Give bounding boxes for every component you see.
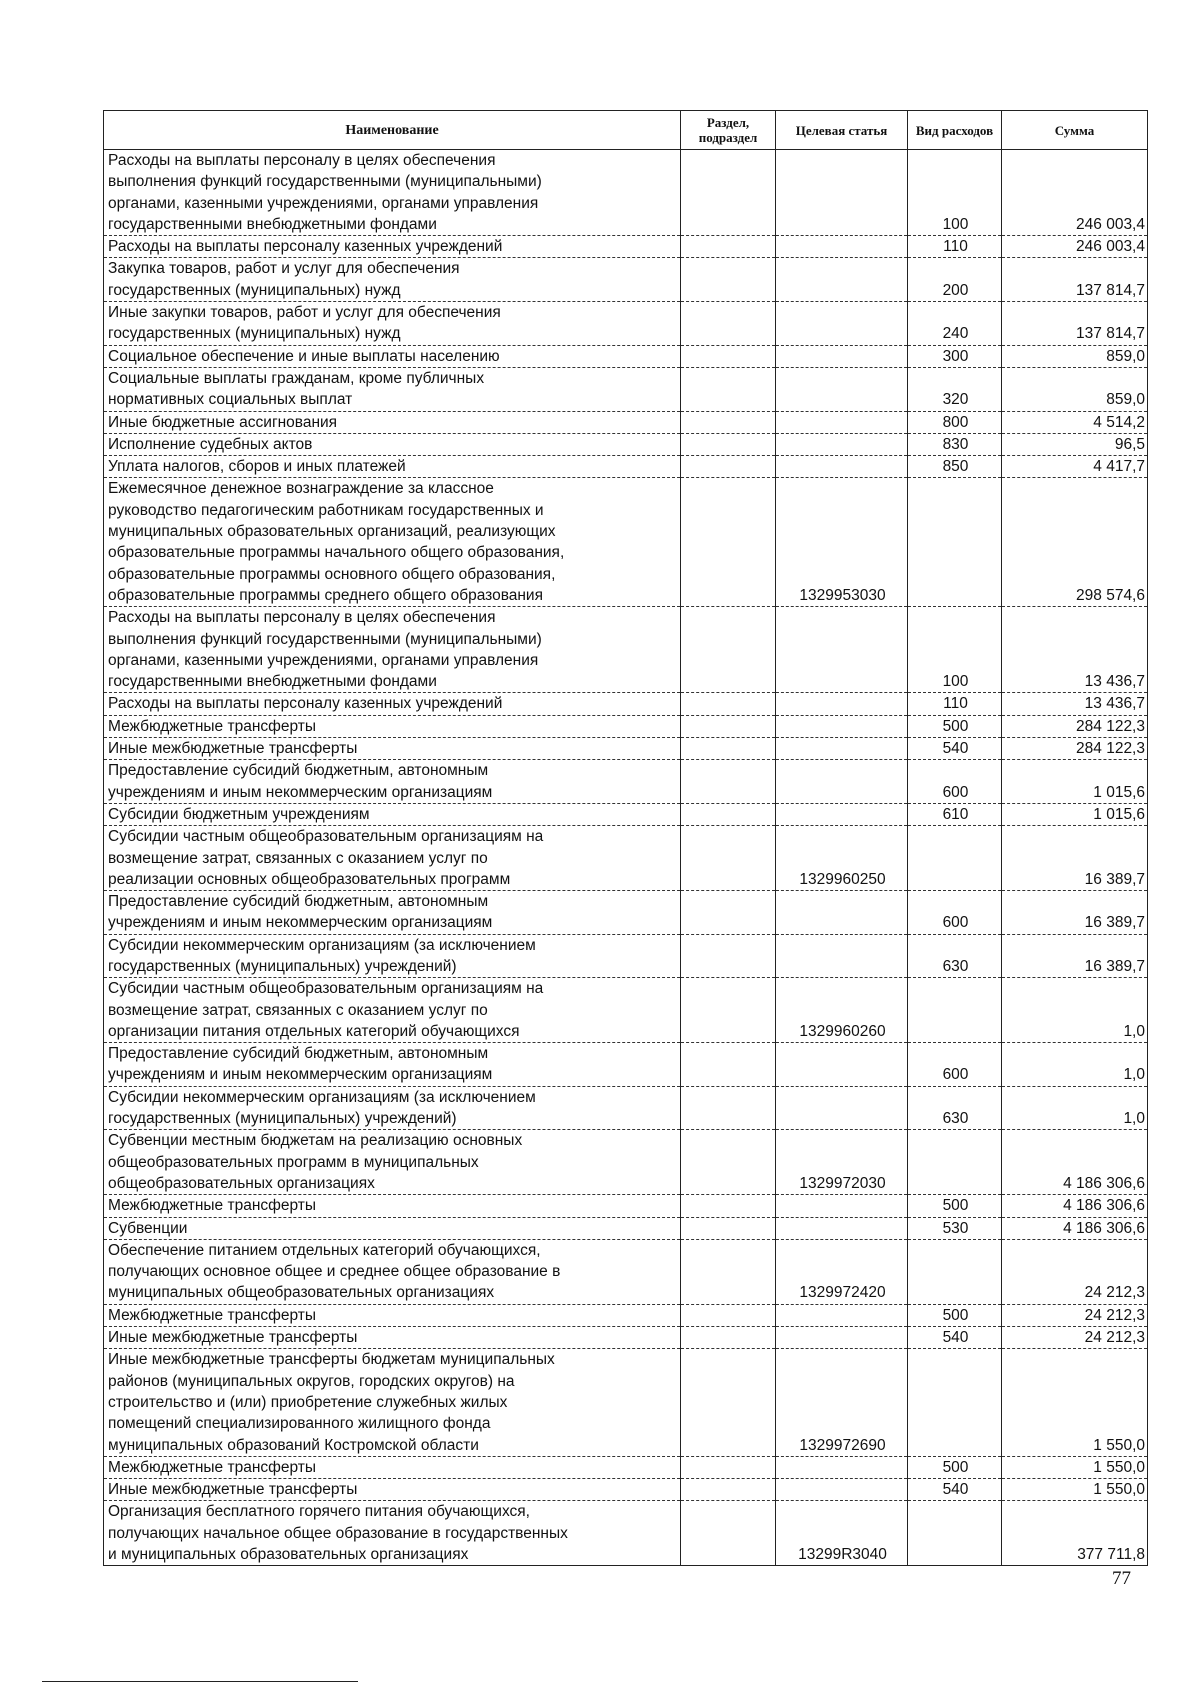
row-kind	[908, 978, 1002, 1043]
row-sum: 1,0	[1002, 1043, 1148, 1087]
table-row	[104, 1501, 1148, 1566]
row-section	[681, 150, 776, 236]
table-row	[104, 236, 1148, 258]
row-sum: 137 814,7	[1002, 258, 1148, 302]
row-name-line: муниципальных образовательных организаций, реализующих	[108, 523, 556, 541]
row-sum: 1 550,0	[1002, 1456, 1148, 1478]
header-kind: Вид расходов	[908, 111, 1002, 150]
row-name-line: получающих начальное общее образование в государственных	[108, 1524, 568, 1542]
footer-rule	[42, 1681, 358, 1682]
row-name	[104, 1239, 681, 1304]
row-name	[104, 1349, 681, 1456]
table-row	[104, 1327, 1148, 1349]
row-name-line: Субсидии некоммерческим организациям (за исключением	[108, 1088, 536, 1106]
row-name-line: Межбюджетные трансферты	[108, 1458, 317, 1476]
row-name-line: муниципальных образований Костромской области	[108, 1436, 479, 1454]
row-target	[776, 934, 908, 978]
row-section	[681, 715, 776, 737]
row-section	[681, 934, 776, 978]
row-section	[681, 978, 776, 1043]
row-target	[776, 1195, 908, 1217]
row-sum: 377 711,8	[1002, 1501, 1148, 1566]
row-name-line: Межбюджетные трансферты	[108, 717, 317, 735]
row-sum: 1 550,0	[1002, 1479, 1148, 1501]
row-kind: 100	[908, 607, 1002, 693]
row-target	[776, 803, 908, 825]
row-name	[104, 1479, 681, 1501]
row-name	[104, 236, 681, 258]
row-name-line: возмещение затрат, связанных с оказанием услуг по	[108, 849, 488, 867]
row-kind: 830	[908, 433, 1002, 455]
row-section	[681, 1304, 776, 1326]
row-name-line: организации питания отдельных категорий обучающихся	[108, 1022, 520, 1040]
row-name-line: Расходы на выплаты персоналу казенных учреждений	[108, 238, 503, 256]
row-section	[681, 1456, 776, 1478]
table-row	[104, 1130, 1148, 1195]
row-sum: 4 417,7	[1002, 456, 1148, 478]
row-name	[104, 891, 681, 935]
row-kind: 540	[908, 1327, 1002, 1349]
row-section	[681, 433, 776, 455]
row-sum: 16 389,7	[1002, 826, 1148, 891]
row-target: 1329972690	[776, 1349, 908, 1456]
row-name-line: Уплата налогов, сборов и иных платежей	[108, 458, 406, 476]
row-kind: 610	[908, 803, 1002, 825]
row-name	[104, 345, 681, 367]
row-name-line: Межбюджетные трансферты	[108, 1306, 317, 1324]
row-name-line: Исполнение судебных актов	[108, 435, 313, 453]
row-name-line: Обеспечение питанием отдельных категорий обучающихся,	[108, 1241, 541, 1259]
table-row	[104, 738, 1148, 760]
row-section	[681, 1327, 776, 1349]
table-row	[104, 1195, 1148, 1217]
table-row	[104, 433, 1148, 455]
row-name	[104, 478, 681, 607]
row-target	[776, 1217, 908, 1239]
header-name: Наименование	[104, 111, 681, 150]
row-name-line: Иные межбюджетные трансферты	[108, 1481, 358, 1499]
table-row	[104, 715, 1148, 737]
row-kind: 600	[908, 760, 1002, 804]
row-name-line: государственных (муниципальных) учреждений)	[108, 1110, 457, 1128]
row-kind: 500	[908, 1304, 1002, 1326]
row-name-line: Предоставление субсидий бюджетным, автономным	[108, 762, 489, 780]
header-target: Целевая статья	[776, 111, 908, 150]
row-name-line: Закупка товаров, работ и услуг для обеспечения	[108, 260, 460, 278]
row-name	[104, 826, 681, 891]
row-name-line: Предоставление субсидий бюджетным, автономным	[108, 893, 489, 911]
row-name	[104, 978, 681, 1043]
row-section	[681, 302, 776, 346]
row-kind	[908, 1239, 1002, 1304]
row-target: 13299R3040	[776, 1501, 908, 1566]
row-kind: 540	[908, 738, 1002, 760]
row-sum: 4 186 306,6	[1002, 1130, 1148, 1195]
row-sum: 4 514,2	[1002, 411, 1148, 433]
row-section	[681, 1195, 776, 1217]
row-section	[681, 1043, 776, 1087]
row-name-line: районов (муниципальных округов, городских округов) на	[108, 1372, 515, 1390]
row-name-line: Расходы на выплаты персоналу в целях обеспечения	[108, 609, 496, 627]
row-sum: 246 003,4	[1002, 150, 1148, 236]
row-sum: 24 212,3	[1002, 1239, 1148, 1304]
row-target	[776, 1304, 908, 1326]
row-kind	[908, 478, 1002, 607]
row-name-line: руководство педагогическим работникам государственных и	[108, 501, 544, 519]
table-body	[104, 150, 1148, 1566]
row-kind	[908, 1130, 1002, 1195]
row-name-line: органами, казенными учреждениями, органами управления	[108, 194, 539, 212]
row-kind: 530	[908, 1217, 1002, 1239]
row-target	[776, 236, 908, 258]
row-name-line: государственных (муниципальных) нужд	[108, 325, 401, 343]
row-section	[681, 738, 776, 760]
row-kind: 600	[908, 891, 1002, 935]
row-sum: 1,0	[1002, 1086, 1148, 1130]
row-name-line: выполнения функций государственными (муниципальными)	[108, 173, 542, 191]
row-name-line: Субсидии некоммерческим организациям (за исключением	[108, 936, 536, 954]
table-row	[104, 1304, 1148, 1326]
table-row	[104, 150, 1148, 236]
row-name-line: органами, казенными учреждениями, органами управления	[108, 651, 539, 669]
row-name-line: государственными внебюджетными фондами	[108, 673, 437, 691]
row-kind: 800	[908, 411, 1002, 433]
row-target	[776, 367, 908, 411]
row-kind	[908, 826, 1002, 891]
table-row	[104, 1349, 1148, 1456]
row-target	[776, 693, 908, 715]
row-name-line: Субвенции	[108, 1219, 188, 1237]
row-name-line: Иные межбюджетные трансферты	[108, 1329, 358, 1347]
row-name	[104, 607, 681, 693]
row-name	[104, 738, 681, 760]
row-name-line: возмещение затрат, связанных с оказанием услуг по	[108, 1001, 488, 1019]
row-sum: 859,0	[1002, 367, 1148, 411]
header-sum: Сумма	[1002, 111, 1148, 150]
row-name-line: выполнения функций государственными (муниципальными)	[108, 630, 542, 648]
row-sum: 13 436,7	[1002, 693, 1148, 715]
row-sum: 13 436,7	[1002, 607, 1148, 693]
table-row	[104, 1217, 1148, 1239]
row-sum: 859,0	[1002, 345, 1148, 367]
row-target	[776, 760, 908, 804]
row-target: 1329972030	[776, 1130, 908, 1195]
table-row	[104, 978, 1148, 1043]
row-section	[681, 345, 776, 367]
row-target: 1329972420	[776, 1239, 908, 1304]
row-target	[776, 1043, 908, 1087]
row-section	[681, 803, 776, 825]
row-name	[104, 1130, 681, 1195]
row-kind	[908, 1349, 1002, 1456]
row-name-line: общеобразовательных организациях	[108, 1174, 375, 1192]
row-target: 1329960250	[776, 826, 908, 891]
row-target	[776, 150, 908, 236]
row-name-line: Субсидии частным общеобразовательным организациям на	[108, 828, 544, 846]
row-target	[776, 411, 908, 433]
table-row	[104, 411, 1148, 433]
row-name	[104, 693, 681, 715]
row-kind: 540	[908, 1479, 1002, 1501]
row-target	[776, 1456, 908, 1478]
row-name-line: государственными внебюджетными фондами	[108, 215, 437, 233]
row-section	[681, 456, 776, 478]
row-name-line: Иные межбюджетные трансферты	[108, 740, 358, 758]
table-row	[104, 367, 1148, 411]
row-name	[104, 1217, 681, 1239]
row-name	[104, 367, 681, 411]
row-name-line: Иные закупки товаров, работ и услуг для обеспечения	[108, 304, 501, 322]
row-sum: 16 389,7	[1002, 891, 1148, 935]
table-row	[104, 1086, 1148, 1130]
row-name	[104, 150, 681, 236]
row-sum: 96,5	[1002, 433, 1148, 455]
row-name	[104, 760, 681, 804]
table-row	[104, 456, 1148, 478]
row-name-line: государственных (муниципальных) учреждений)	[108, 957, 457, 975]
row-section	[681, 1501, 776, 1566]
row-section	[681, 891, 776, 935]
row-name-line: общеобразовательных программ в муниципальных	[108, 1153, 479, 1171]
budget-table	[103, 110, 1148, 1566]
table-row	[104, 826, 1148, 891]
table-row	[104, 345, 1148, 367]
page-number: 77	[1112, 1568, 1131, 1589]
row-kind: 500	[908, 715, 1002, 737]
row-name	[104, 456, 681, 478]
row-name	[104, 302, 681, 346]
table-row	[104, 934, 1148, 978]
row-sum: 1 015,6	[1002, 760, 1148, 804]
row-sum: 4 186 306,6	[1002, 1217, 1148, 1239]
row-name-line: Социальное обеспечение и иные выплаты населению	[108, 347, 500, 365]
row-sum: 1 015,6	[1002, 803, 1148, 825]
table-row	[104, 803, 1148, 825]
row-name	[104, 411, 681, 433]
row-sum: 24 212,3	[1002, 1327, 1148, 1349]
row-name	[104, 1327, 681, 1349]
row-target	[776, 1479, 908, 1501]
row-name-line: учреждениям и иным некоммерческим организациям	[108, 914, 493, 932]
row-kind: 630	[908, 934, 1002, 978]
table-row	[104, 693, 1148, 715]
row-name-line: Социальные выплаты гражданам, кроме публичных	[108, 369, 485, 387]
row-section	[681, 1239, 776, 1304]
row-sum: 1,0	[1002, 978, 1148, 1043]
row-name-line: помещений специализированного жилищного фонда	[108, 1415, 491, 1433]
table-row	[104, 258, 1148, 302]
row-kind: 110	[908, 693, 1002, 715]
table-row	[104, 1456, 1148, 1478]
row-kind: 500	[908, 1195, 1002, 1217]
row-target	[776, 1327, 908, 1349]
table-row	[104, 891, 1148, 935]
row-name-line: учреждениям и иным некоммерческим организациям	[108, 783, 493, 801]
table-row	[104, 760, 1148, 804]
row-target: 1329953030	[776, 478, 908, 607]
row-target	[776, 258, 908, 302]
row-section	[681, 258, 776, 302]
row-target	[776, 738, 908, 760]
row-kind: 500	[908, 1456, 1002, 1478]
row-kind: 240	[908, 302, 1002, 346]
row-sum: 1 550,0	[1002, 1349, 1148, 1456]
row-sum: 24 212,3	[1002, 1304, 1148, 1326]
header-section: Раздел, подраздел	[681, 111, 776, 150]
row-target	[776, 607, 908, 693]
row-section	[681, 760, 776, 804]
row-section	[681, 1086, 776, 1130]
row-kind: 300	[908, 345, 1002, 367]
row-name-line: Межбюджетные трансферты	[108, 1197, 317, 1215]
row-name	[104, 1195, 681, 1217]
row-name-line: муниципальных общеобразовательных организациях	[108, 1284, 495, 1302]
row-section	[681, 236, 776, 258]
row-name-line: государственных (муниципальных) нужд	[108, 281, 401, 299]
row-name-line: Субвенции местным бюджетам на реализацию основных	[108, 1132, 523, 1150]
table-row	[104, 302, 1148, 346]
row-section	[681, 1479, 776, 1501]
row-section	[681, 478, 776, 607]
row-section	[681, 693, 776, 715]
row-kind: 600	[908, 1043, 1002, 1087]
row-name	[104, 433, 681, 455]
row-kind: 630	[908, 1086, 1002, 1130]
row-name-line: строительство и (или) приобретение служебных жилых	[108, 1393, 508, 1411]
row-name-line: Иные межбюджетные трансферты бюджетам муниципальных	[108, 1351, 555, 1369]
row-name-line: Предоставление субсидий бюджетным, автономным	[108, 1045, 489, 1063]
row-name	[104, 715, 681, 737]
row-name-line: реализации основных общеобразовательных программ	[108, 870, 511, 888]
row-sum: 16 389,7	[1002, 934, 1148, 978]
table-row	[104, 478, 1148, 607]
row-sum: 137 814,7	[1002, 302, 1148, 346]
row-name	[104, 1501, 681, 1566]
row-target	[776, 715, 908, 737]
row-target	[776, 891, 908, 935]
row-kind	[908, 1501, 1002, 1566]
table-row	[104, 607, 1148, 693]
row-target	[776, 345, 908, 367]
row-name-line: образовательные программы среднего общего образования	[108, 586, 543, 604]
row-name-line: Субсидии частным общеобразовательным организациям на	[108, 980, 544, 998]
row-kind: 320	[908, 367, 1002, 411]
row-name-line: Субсидии бюджетным учреждениям	[108, 805, 370, 823]
row-sum: 284 122,3	[1002, 738, 1148, 760]
table-header-row	[104, 111, 1148, 150]
table-row	[104, 1479, 1148, 1501]
row-section	[681, 411, 776, 433]
row-section	[681, 1349, 776, 1456]
row-target	[776, 302, 908, 346]
row-name-line: Организация бесплатного горячего питания обучающихся,	[108, 1503, 530, 1521]
row-section	[681, 367, 776, 411]
row-name-line: учреждениям и иным некоммерческим организациям	[108, 1066, 493, 1084]
row-sum: 246 003,4	[1002, 236, 1148, 258]
row-name	[104, 934, 681, 978]
row-kind: 100	[908, 150, 1002, 236]
row-name	[104, 1456, 681, 1478]
row-name-line: Иные бюджетные ассигнования	[108, 413, 338, 431]
row-name-line: Расходы на выплаты персоналу казенных учреждений	[108, 695, 503, 713]
row-name	[104, 258, 681, 302]
row-name-line: образовательные программы начального общего образования,	[108, 544, 565, 562]
table-row	[104, 1239, 1148, 1304]
row-section	[681, 1217, 776, 1239]
row-name-line: Ежемесячное денежное вознаграждение за классное	[108, 480, 494, 498]
row-section	[681, 826, 776, 891]
row-name	[104, 1043, 681, 1087]
row-kind: 200	[908, 258, 1002, 302]
row-target: 1329960260	[776, 978, 908, 1043]
row-kind: 850	[908, 456, 1002, 478]
row-section	[681, 1130, 776, 1195]
row-name	[104, 803, 681, 825]
row-target	[776, 433, 908, 455]
row-name	[104, 1304, 681, 1326]
row-name	[104, 1086, 681, 1130]
row-sum: 298 574,6	[1002, 478, 1148, 607]
row-kind: 110	[908, 236, 1002, 258]
row-sum: 4 186 306,6	[1002, 1195, 1148, 1217]
row-name-line: образовательные программы основного общего образования,	[108, 565, 556, 583]
row-target	[776, 456, 908, 478]
row-name-line: Расходы на выплаты персоналу в целях обеспечения	[108, 152, 496, 169]
row-section	[681, 607, 776, 693]
row-name-line: и муниципальных образовательных организациях	[108, 1546, 469, 1563]
row-name-line: нормативных социальных выплат	[108, 391, 353, 409]
row-name-line: получающих основное общее и среднее общее образование в	[108, 1263, 561, 1281]
row-sum: 284 122,3	[1002, 715, 1148, 737]
table-row	[104, 1043, 1148, 1087]
row-target	[776, 1086, 908, 1130]
